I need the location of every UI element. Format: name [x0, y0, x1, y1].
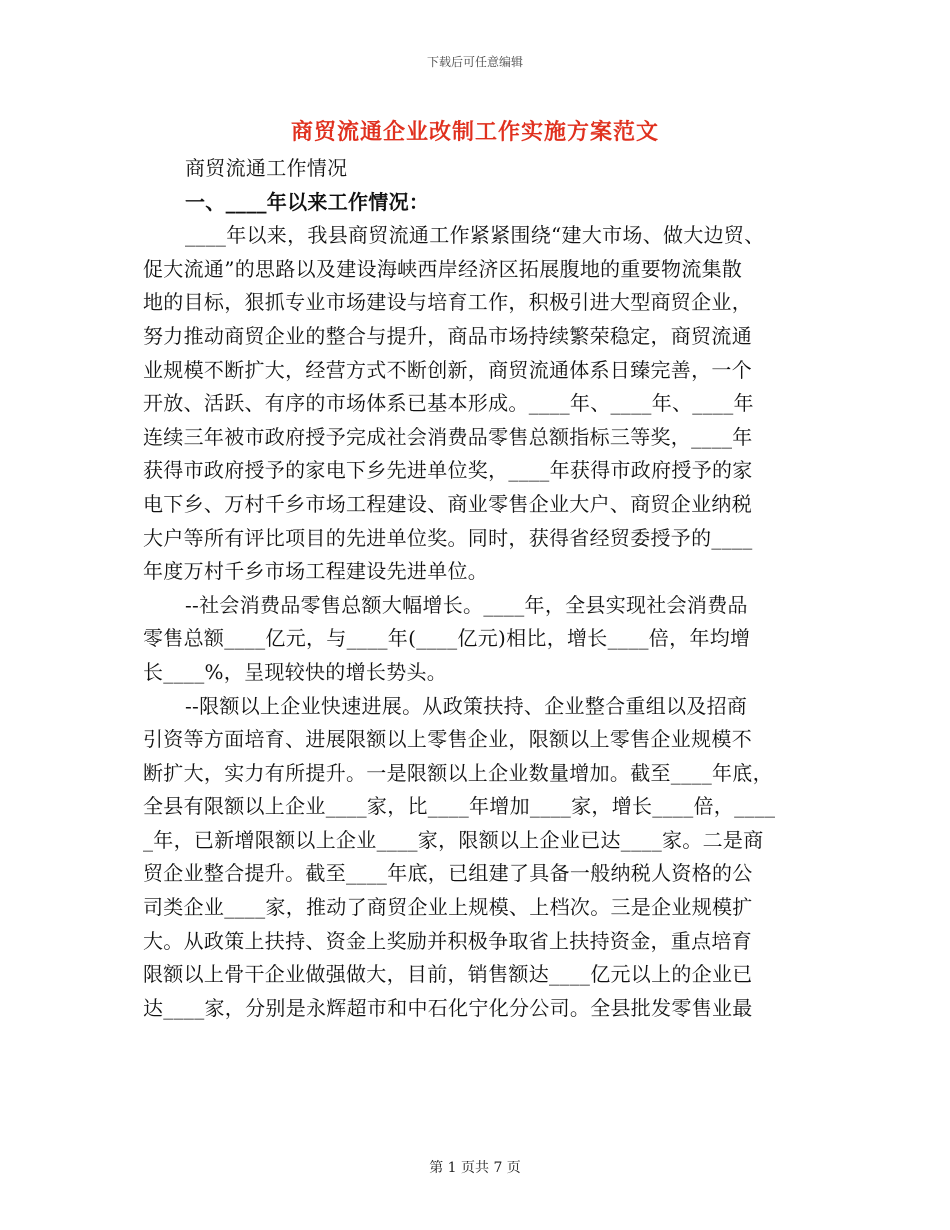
- paragraph-line: --社会消费品零售总额大幅增长。____年，全县实现社会消费品: [185, 592, 748, 617]
- paragraph-line: 零售总额____亿元，与____年(____亿元)相比，增长____倍，年均增: [143, 626, 751, 651]
- paragraph-line: 达____家，分别是永辉超市和中石化宁化分公司。全县批发零售业最: [143, 995, 753, 1020]
- paragraph-line: 限额以上骨干企业做强做大，目前，销售额达____亿元以上的企业已: [143, 962, 753, 987]
- document-title: 商贸流通企业改制工作实施方案范文: [290, 119, 659, 145]
- page-header-note: 下载后可任意编辑: [426, 55, 523, 69]
- paragraph-line: 大户等所有评比项目的先进单位奖。同时，获得省经贸委授予的____: [143, 525, 753, 550]
- paragraph-line: 断扩大，实力有所提升。一是限额以上企业数量增加。截至____年底，: [143, 760, 773, 785]
- paragraph-line: 促大流通”的思路以及建设海峡西岸经济区拓展腹地的重要物流集散: [143, 256, 743, 281]
- paragraph-line: 商贸流通工作情况: [185, 156, 348, 180]
- paragraph-line: ____年以来，我县商贸流通工作紧紧围绕“建大市场、做大边贸、: [185, 223, 765, 248]
- paragraph-line: 获得市政府授予的家电下乡先进单位奖，____年获得市政府授予的家: [143, 458, 753, 483]
- paragraph-line: _年，已新增限额以上企业____家，限额以上企业已达____家。二是商: [143, 827, 764, 852]
- paragraph-line: 长____%，呈现较快的增长势头。: [143, 659, 448, 684]
- paragraph-line: 连续三年被市政府授予完成社会消费品零售总额指标三等奖，____年: [143, 424, 753, 449]
- paragraph-line: 地的目标，狠抓专业市场建设与培育工作，积极引进大型商贸企业，: [143, 290, 752, 315]
- paragraph-line: 努力推动商贸企业的整合与提升，商品市场持续繁荣稳定，商贸流通: [143, 323, 752, 348]
- paragraph-line: --限额以上企业快速进展。从政策扶持、企业整合重组以及招商: [185, 693, 748, 718]
- page-number-footer: 第 1 页共 7 页: [429, 1160, 521, 1176]
- document-body: [143, 152, 798, 1025]
- paragraph-line: 业规模不断扩大，经营方式不断创新，商贸流通体系日臻完善，一个: [143, 357, 752, 382]
- section-heading: 一、____年以来工作情况：: [185, 189, 430, 214]
- paragraph-line: 引资等方面培育、进展限额以上零售企业，限额以上零售企业规模不: [143, 727, 752, 752]
- paragraph-line: 大。从政策上扶持、资金上奖励并积极争取省上扶持资金，重点培育: [143, 928, 752, 953]
- paragraph-line: 电下乡、万村千乡市场工程建设、商业零售企业大户、商贸企业纳税: [143, 491, 752, 516]
- paragraph-line: 司类企业____家，推动了商贸企业上规模、上档次。三是企业规模扩: [143, 895, 753, 920]
- paragraph-line: 贸企业整合提升。截至____年底，已组建了具备一般纳税人资格的公: [143, 861, 753, 886]
- paragraph-line: 开放、活跃、有序的市场体系已基本形成。____年、____年、____年: [143, 391, 754, 416]
- paragraph-line: 年度万村千乡市场工程建设先进单位。: [143, 559, 489, 584]
- paragraph-line: 全县有限额以上企业____家，比____年增加____家，增长____倍，____: [143, 794, 776, 819]
